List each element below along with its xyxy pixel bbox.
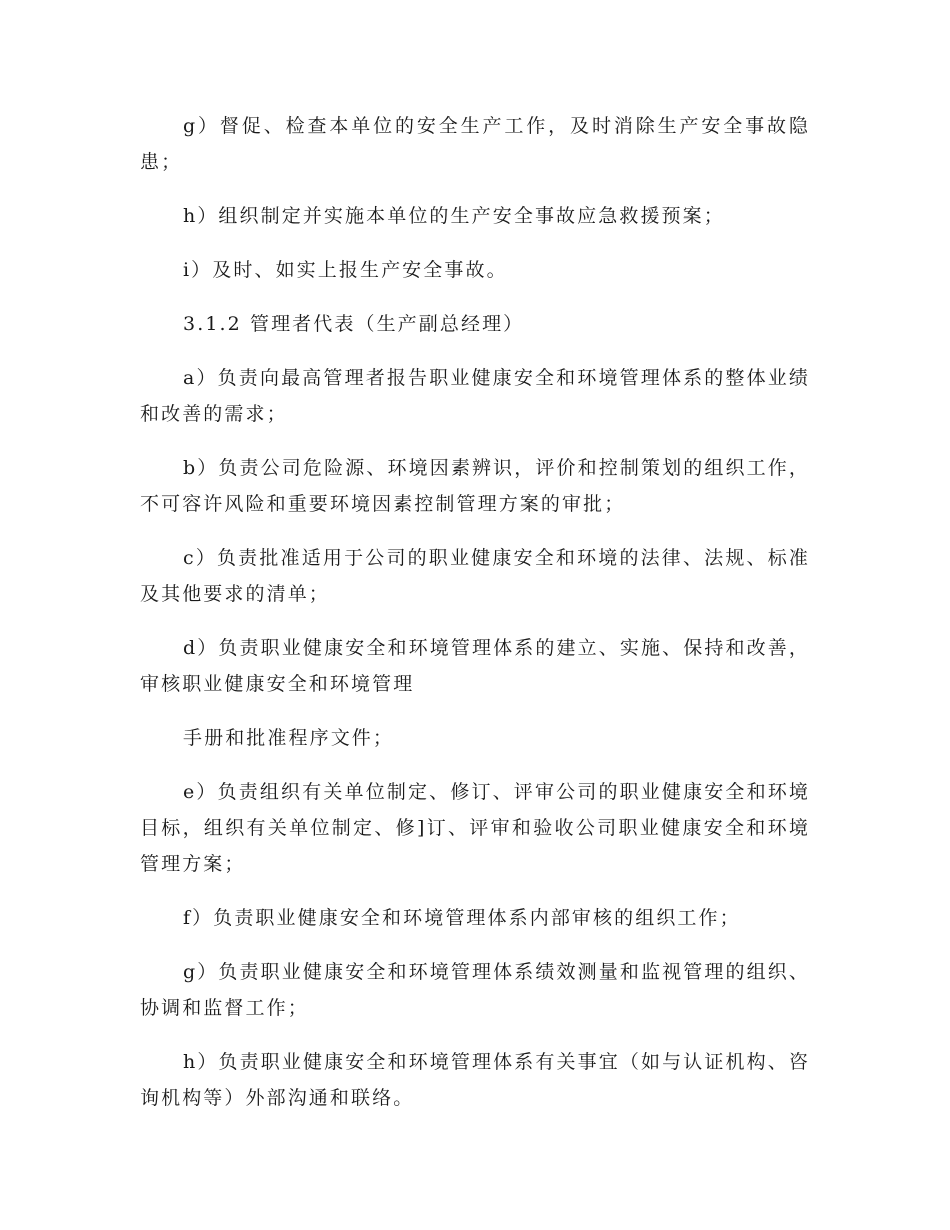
paragraph-g-performance-monitoring: g）负责职业健康安全和环境管理体系绩效测量和监视管理的组织、协调和监督工作；: [140, 961, 810, 1019]
document-body: [140, 108, 810, 1134]
paragraph-d-continued: 手册和批准程序文件；: [183, 727, 395, 749]
paragraph-i-report-accidents: i）及时、如实上报生产安全事故。: [183, 259, 508, 281]
paragraph-f-internal-audit: f）负责职业健康安全和环境管理体系内部审核的组织工作；: [183, 907, 741, 929]
paragraph-e-objectives: e）负责组织有关单位制定、修订、评审公司的职业健康安全和环境目标，组织有关单位制定、修]订、评审和验收公司职业健康安全和环境管理方案；: [140, 781, 810, 875]
paragraph-g-supervise: g）督促、检查本单位的安全生产工作，及时消除生产安全事故隐患；: [140, 115, 810, 173]
paragraph-d-system-establishment: d）负责职业健康安全和环境管理体系的建立、实施、保持和改善，审核职业健康安全和环境管理: [140, 637, 810, 695]
paragraph-h-external-communication: h）负责职业健康安全和环境管理体系有关事宜（如与认证机构、咨询机构等）外部沟通和联络。: [140, 1051, 810, 1109]
paragraph-h-emergency-plan: h）组织制定并实施本单位的生产安全事故应急救援预案；: [183, 205, 725, 227]
paragraph-a-report-performance: a）负责向最高管理者报告职业健康安全和环境管理体系的整体业绩和改善的需求；: [140, 367, 810, 425]
section-heading-3-1-2: 3.1.2 管理者代表（生产副总经理）: [183, 313, 525, 335]
paragraph-b-hazard-identification: b）负责公司危险源、环境因素辨识，评价和控制策划的组织工作，不可容许风险和重要环境因素控制管理方案的审批；: [140, 457, 810, 515]
paragraph-c-approve-regulations: c）负责批准适用于公司的职业健康安全和环境的法律、法规、标准及其他要求的清单；: [140, 547, 810, 605]
